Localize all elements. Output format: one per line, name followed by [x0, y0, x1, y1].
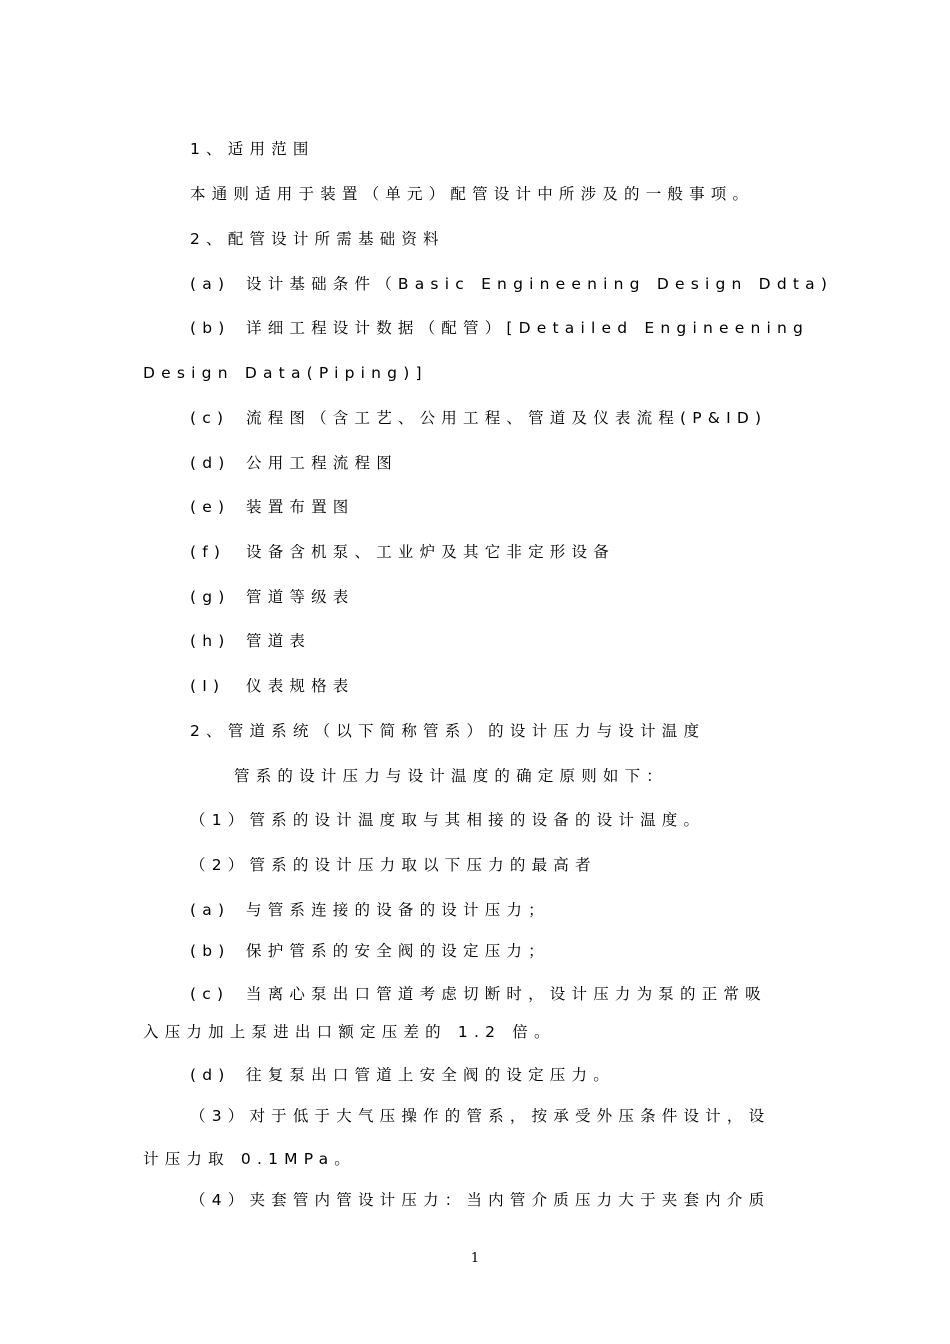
section-heading-design-pressure: 2、管道系统（以下简称管系）的设计压力与设计温度 — [190, 722, 706, 740]
list-item-d: (d) 公用工程流程图 — [190, 454, 398, 472]
rule-3: （3）对于低于大气压操作的管系，按承受外压条件设计，设 — [190, 1107, 771, 1125]
rule-1: （1）管系的设计温度取与其相接的设备的设计温度。 — [190, 811, 706, 829]
list-item-e: (e) 装置布置图 — [190, 498, 355, 516]
sub-item-c-continuation: 入压力加上泵进出口额定压差的 1.2 倍。 — [143, 1023, 556, 1041]
paragraph-scope: 本通则适用于装置（单元）配管设计中所涉及的一般事项。 — [190, 185, 755, 203]
section-heading-basic-data: 2、配管设计所需基础资料 — [190, 230, 445, 248]
list-item-b-continuation: Design Data(Piping)] — [143, 364, 428, 382]
sub-item-b: (b) 保护管系的安全阀的设定压力； — [190, 942, 550, 960]
list-item-h: (h) 管道表 — [190, 632, 312, 650]
page-number: 1 — [470, 1251, 480, 1266]
sub-item-d: (d) 往复泵出口管道上安全阀的设定压力。 — [190, 1066, 615, 1084]
sub-item-a: (a) 与管系连接的设备的设计压力； — [190, 901, 550, 919]
list-item-g: (g) 管道等级表 — [190, 588, 355, 606]
list-item-f: (f) 设备含机泵、工业炉及其它非定形设备 — [190, 543, 615, 561]
rule-2: （2）管系的设计压力取以下压力的最高者 — [190, 856, 597, 874]
sub-item-c: (c) 当离心泵出口管道考虑切断时，设计压力为泵的正常吸 — [190, 985, 767, 1003]
rule-4: （4）夹套管内管设计压力：当内管介质压力大于夹套内介质 — [190, 1191, 771, 1209]
paragraph-principles: 管系的设计压力与设计温度的确定原则如下： — [234, 767, 669, 785]
list-item-i: (I) 仪表规格表 — [190, 677, 355, 695]
list-item-b: (b) 详细工程设计数据（配管）[Detailed Engineening — [190, 319, 810, 337]
list-item-c: (c) 流程图（含工艺、公用工程、管道及仪表流程(P&ID) — [190, 409, 768, 427]
section-heading-scope: 1、适用范围 — [190, 140, 315, 158]
rule-3-continuation: 计压力取 0.1MPa。 — [143, 1150, 356, 1168]
list-item-a: (a) 设计基础条件（Basic Engineening Design Ddta) — [190, 275, 834, 293]
